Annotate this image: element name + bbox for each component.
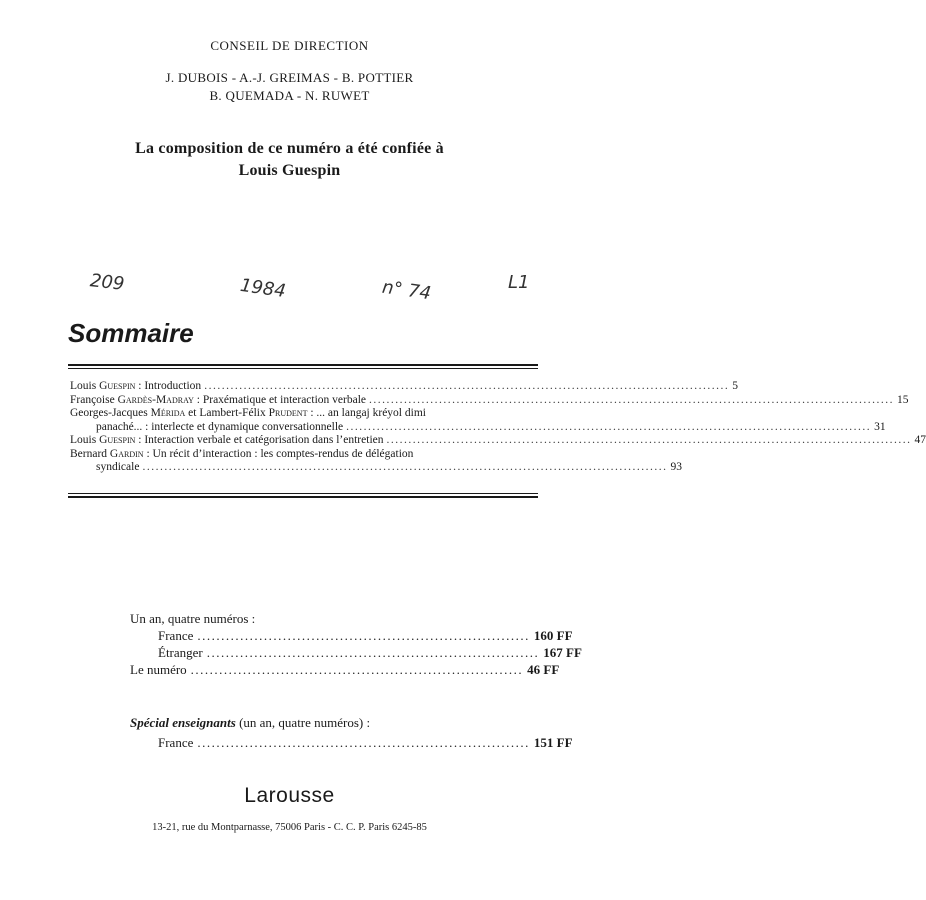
toc-entry: Françoise Gardès-Madray : Praxématique et interaction verbale ........................................................................................................................ 15 [70, 393, 909, 406]
handwritten-note-4: L1 [508, 272, 530, 293]
rule-bottom-1 [68, 493, 538, 494]
council-members-line-1: J. DUBOIS - A.-J. GREIMAS - B. POTTIER [165, 70, 414, 85]
subscription-block [130, 610, 582, 678]
toc-page: 5 [732, 380, 738, 392]
handwritten-note-3: n° 74 [380, 276, 433, 305]
price-row-single-issue: Le numéro ...................................................................... 46 FF [130, 662, 560, 677]
composition-line-1: La composition de ce numéro a été confiée à [135, 140, 444, 157]
toc-entry-continuation: panaché... : interlecte et dynamique conversationnelle ........................................................................................................................ 31 [96, 420, 886, 433]
toc-page: 47 [914, 434, 926, 446]
toc-entry: Georges-Jacques Mérida et Lambert-Félix Prudent : ... an langaj kréyol dimi [70, 407, 426, 419]
toc-entry-continuation: syndicale ........................................................................................................................ 93 [96, 461, 682, 473]
handwritten-note-1: 209 [88, 270, 126, 295]
table-of-contents [70, 380, 926, 475]
toc-page: 15 [897, 393, 909, 406]
price-row-france: France ...................................................................... 160 FF [158, 628, 573, 643]
rule-bottom-2 [68, 496, 538, 498]
toc-page: 31 [874, 420, 886, 433]
toc-entry: Louis Guespin : Interaction verbale et catégorisation dans l’entretien ........................................................................................................................ 47 [70, 434, 926, 446]
price-row-special-france: France ...................................................................... 151 FF [158, 735, 573, 750]
composition-editor: Louis Guespin [238, 162, 341, 179]
council-title: CONSEIL DE DIRECTION [210, 38, 369, 53]
rule-top-2 [68, 368, 538, 369]
price-row-etranger: Étranger ...................................................................... 167 FF [158, 645, 582, 660]
special-heading: Spécial enseignants (un an, quatre numéros) : [130, 715, 371, 730]
handwritten-note-2: 1984 [238, 274, 288, 303]
toc-entry: Bernard Gardin : Un récit d’interaction : les comptes-rendus de délégation [70, 447, 414, 460]
sommaire-title: Sommaire [68, 318, 194, 348]
toc-page: 93 [670, 461, 682, 473]
publisher-address: 13-21, rue du Montparnasse, 75006 Paris - C. C. P. Paris 6245-85 [152, 822, 427, 833]
publisher-name: Larousse [244, 784, 335, 807]
toc-entry: Louis Guespin : Introduction ........................................................................................................................ 5 [70, 380, 738, 392]
council-members-line-2: B. QUEMADA - N. RUWET [209, 88, 370, 103]
rule-top-1 [68, 364, 538, 366]
special-subscription-block [130, 714, 573, 751]
subscription-heading: Un an, quatre numéros : [130, 611, 256, 626]
